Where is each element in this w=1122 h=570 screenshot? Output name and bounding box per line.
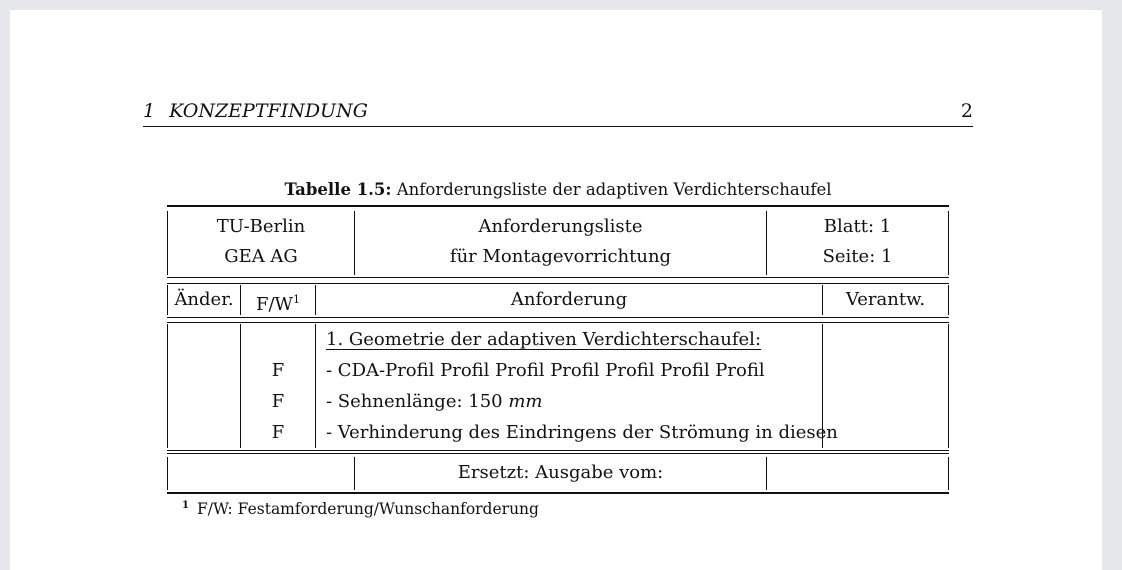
table-border [948, 211, 949, 275]
table-caption-label: Tabelle 1.5: [284, 180, 392, 199]
table-divider [766, 457, 767, 490]
requirement-text [326, 391, 542, 413]
org-name-line1: TU-Berlin [216, 216, 306, 237]
column-header-fw-label: F/W [255, 294, 294, 315]
table-rule [167, 453, 949, 454]
requirement-text: - Verhinderung des Eindringens der Strömung in diesen [326, 422, 838, 443]
table-border [948, 324, 949, 448]
table-border [167, 457, 168, 490]
table-rule [167, 322, 949, 323]
replaced-edition-label: Ersetzt: Ausgabe vom: [457, 462, 664, 483]
table-bottom-rule [167, 492, 949, 494]
footnote-reference: 1 [293, 293, 301, 306]
chapter-heading [143, 100, 368, 122]
list-title-line1: Anforderungsliste [478, 216, 643, 237]
column-header-change: Änder. [174, 289, 234, 310]
footnote-text: F/W: Festamforderung/Wunschanforderung [196, 500, 539, 518]
column-header-requirement: Anforderung [510, 289, 628, 310]
footnote [182, 500, 539, 518]
requirement-text: - CDA-Profil Profil Profil Profil Profil Profil Profil [326, 360, 765, 381]
fw-value: F [271, 422, 285, 443]
table-border [948, 285, 949, 315]
page-count: Seite: 1 [822, 246, 893, 267]
requirement-unit: mm [508, 391, 543, 412]
table-border [167, 324, 168, 448]
table-caption [167, 180, 949, 199]
table-rule [167, 450, 949, 451]
footnote-mark: 1 [182, 500, 189, 511]
table-caption-text: Anforderungsliste der adaptiven Verdichterschaufel [396, 180, 832, 199]
org-name-line2: GEA AG [224, 246, 298, 267]
table-rule [167, 317, 949, 318]
section-heading: 1. Geometrie der adaptiven Verdichterschaufel: [326, 329, 762, 350]
table-rule [167, 277, 949, 278]
chapter-title: KONZEPTFINDUNG [169, 100, 368, 122]
document-page [10, 10, 1102, 570]
column-header-responsible: Verantw. [845, 289, 926, 310]
fw-value: F [271, 391, 285, 412]
page-number: 2 [960, 100, 973, 122]
fw-value: F [271, 360, 285, 381]
table-divider [315, 324, 316, 448]
table-rule [167, 283, 949, 284]
list-title-line2: für Montagevorrichtung [449, 246, 672, 267]
sheet-number: Blatt: 1 [823, 216, 892, 237]
table-border [948, 457, 949, 490]
requirement-text-prefix: - Sehnenlänge: 150 [326, 391, 509, 412]
table-top-rule [167, 205, 949, 207]
running-header [143, 100, 973, 127]
column-header-fw [241, 289, 315, 316]
chapter-number: 1 [143, 100, 156, 122]
